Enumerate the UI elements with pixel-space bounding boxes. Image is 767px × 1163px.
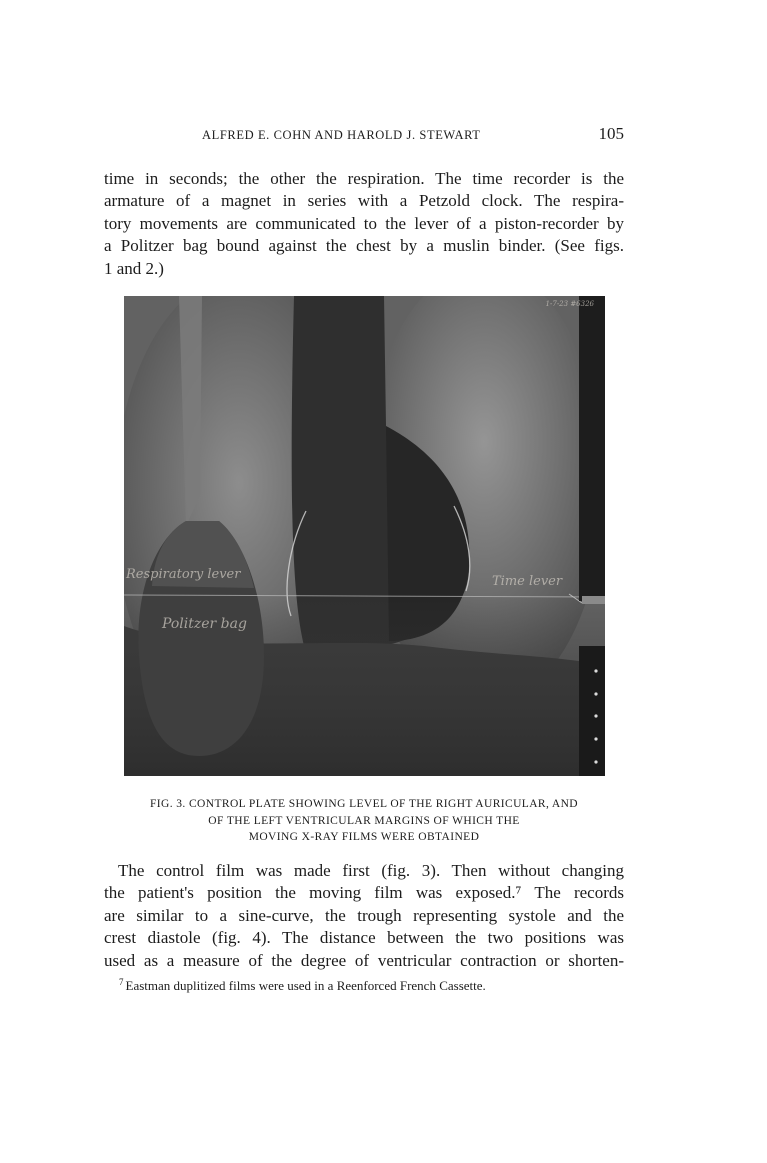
caption-line: FIG. 3. CONTROL PLATE SHOWING LEVEL OF THE RIGHT AURICULAR, AND (149, 798, 578, 810)
label-politzer-bag: Politzer bag (162, 616, 247, 632)
text-line: 1 and 2.) (104, 258, 164, 278)
xray-image (124, 296, 605, 776)
text-line: used as a measure of the degree of ventricular contraction or shorten- (104, 950, 624, 970)
text-line: crest diastole (fig. 4). The distance between the two positions was (104, 928, 624, 948)
text-line: time in seconds; the other the respiration. The time recorder is the (104, 169, 624, 188)
running-head-title: ALFRED E. COHN AND HAROLD J. STEWART (202, 128, 481, 142)
plate-corner-mark: 1-7-23 #6326 (545, 300, 594, 308)
text-line: are similar to a sine-curve, the trough representing systole and the (104, 905, 624, 925)
text-line: armature of a magnet in series with a Petzold clock. The respira- (104, 191, 624, 211)
figure-caption (104, 796, 624, 846)
label-respiratory-lever: Respiratory lever (126, 567, 241, 582)
caption-line: MOVING X-RAY FILMS WERE OBTAINED (248, 831, 480, 843)
body-paragraph-bottom (104, 860, 624, 972)
text-line: a Politzer bag bound against the chest by a muslin binder. (See figs. (104, 236, 624, 256)
label-time-lever: Time lever (492, 574, 563, 589)
footnote-text: Eastman duplitized films were used in a Reenforced French Cassette. (125, 978, 486, 993)
page-number: 105 (598, 124, 624, 143)
xray-control-plate-figure (124, 296, 605, 776)
text-line: The control film was made first (fig. 3). Then without changing (118, 861, 624, 880)
running-header (104, 126, 624, 148)
body-paragraph-top (104, 168, 624, 280)
footnote (119, 977, 486, 994)
caption-line: OF THE LEFT VENTRICULAR MARGINS OF WHICH THE (208, 814, 520, 827)
footnote-marker: 7 (119, 977, 124, 987)
text-line: tory movements are communicated to the lever of a piston-recorder by (104, 213, 624, 233)
text-line: the patient's position the moving film was exposed.⁷ The records (104, 883, 624, 903)
